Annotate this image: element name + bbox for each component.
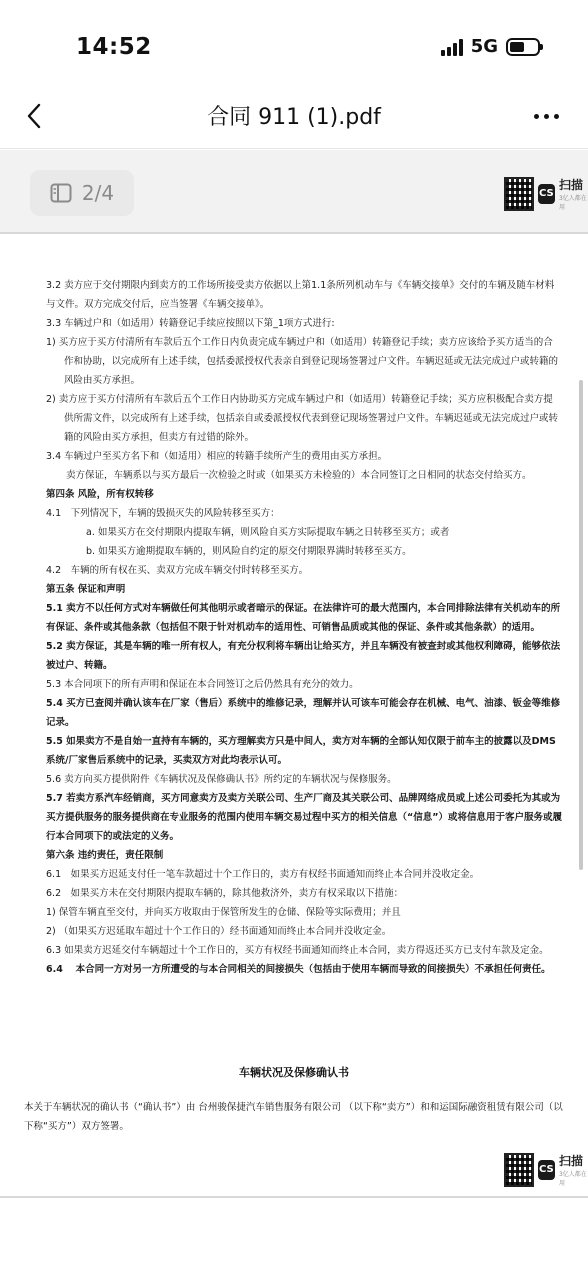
- clause-3-4-b: 卖方保证，车辆系以与买方最后一次检验之时或（如果买方未检验的）本合同签订之日相同的状态交付给买方。: [66, 470, 532, 481]
- clause-6-2: 6.2 如果买方未在交付期限内提取车辆的，除其他救济外，卖方有权采取以下措施：: [46, 888, 404, 899]
- scanner-watermark-top: [504, 176, 588, 211]
- nav-divider: [0, 148, 588, 149]
- clause-4-1: 4.1 下列情况下，车辆的毁损灭失的风险转移至买方：: [46, 508, 280, 519]
- scrollbar[interactable]: [579, 380, 583, 870]
- sidebar-icon: [50, 183, 72, 203]
- page-content: [46, 276, 562, 979]
- page-indicator-text: 2/4: [81, 181, 115, 205]
- watermark-title: 扫描: [558, 178, 583, 192]
- clause-4-1-a: a. 如果买方在交付期限内提取车辆，则风险自买方实际提取车辆之日转移至买方；或者: [86, 527, 450, 538]
- next-page-body: 本关于车辆状况的确认书（“确认书”）由 台州骏保捷汽车销售服务有限公司 （以下称“卖方”）和和运国际融资租赁有限公司（以下称“买方”）双方签署。: [24, 1102, 563, 1132]
- camscanner-logo-icon: CS: [538, 1160, 555, 1180]
- more-dots-icon: [534, 114, 539, 119]
- clause-3-3: 3.3 车辆过户和（如适用）转籍登记手续应按照以下第_1项方式进行:: [46, 318, 335, 329]
- status-time: 14:52: [76, 34, 152, 60]
- watermark-title: 扫描: [558, 1154, 583, 1168]
- qr-code-icon: [504, 1153, 534, 1187]
- clause-6-3: 6.3 如果卖方迟延交付车辆超过十个工作日的，买方有权经书面通知而终止本合同，卖方得返还买方已支付车款及定金。: [46, 945, 549, 956]
- signal-icon: [441, 38, 463, 56]
- clause-5-7: 5.7 若卖方系汽车经销商，买方同意卖方及卖方关联公司、生产厂商及其关联公司、品牌网络成员或上述公司委托为其或为买方提供服务的服务提供商在专业服务的范围内使用车辆交易过程中买方的相关信息（“信息”）或将信息用于客户服务或履行本合同项下的或法定的义务。: [46, 793, 562, 842]
- clause-6-2-1: 1) 保管车辆直至交付，并向买方收取由于保管所发生的仓储、保险等实际费用；并且: [46, 907, 401, 918]
- clause-3-2: 3.2 卖方应于交付期限内到卖方的工作场所接受卖方依据以上第1.1条所列机动车与《车辆交接单》交付的车辆及随车材料与文件。双方完成交付后，应当签署《车辆交接单》。: [46, 280, 555, 310]
- network-type: 5G: [470, 36, 498, 57]
- clause-3-3-2: 2) 卖方应于买方付清所有车款后五个工作日内协助买方完成车辆过户和（如适用）转籍登记手续；买方应积极配合卖方提供所需文件，以完成所有上述手续，包括亲自或委派授权代表到登记现场签署过户文件。车辆迟延或无法完成过户或转籍的风险由买方承担，但卖方有过错的除外。: [46, 394, 559, 443]
- clause-5-2: 5.2 卖方保证，其是车辆的唯一所有权人，有充分权利将车辆出让给买方，并且车辆没有被查封或其他权利障碍，能够依法被过户、转籍。: [46, 641, 561, 671]
- clause-6-2-2: 2) （如果买方迟延取车超过十个工作日的）经书面通知而终止本合同并没收定金。: [46, 926, 392, 937]
- qr-code-icon: [504, 177, 534, 211]
- document-title: 合同 911 (1).pdf: [207, 105, 381, 130]
- clause-5-5: 5.5 如果卖方不是自始一直持有车辆的，买方理解卖方只是中间人，卖方对车辆的全部认知仅限于前车主的披露以及DMS系统/厂家售后系统中的记录，买卖双方对此均表示认可。: [46, 736, 556, 766]
- clause-4-2: 4.2 车辆的所有权在买、卖双方完成车辆交付时转移至买方。: [46, 565, 309, 576]
- clause-3-4: 3.4 车辆过户至买方名下和（如适用）相应的转籍手续所产生的费用由买方承担。: [46, 451, 388, 462]
- scanner-watermark-bottom: [504, 1152, 588, 1187]
- watermark-sub: 3亿人都在用: [558, 195, 587, 211]
- next-page-title: 车辆状况及保修确认书: [239, 1066, 349, 1079]
- article-6-title: 第六条 违约责任，责任限制: [46, 850, 164, 861]
- more-button[interactable]: [526, 98, 566, 134]
- pdf-page-next: [0, 1196, 588, 1280]
- clause-3-3-1: 1) 买方应于买方付清所有车款后五个工作日内负责完成车辆过户和（如适用）转籍登记手续；卖方应该给予买方适当的合作和协助，以完成所有上述手续，包括委派授权代表亲自到登记现场签署过户文件。车辆迟延或无法完成过户或转籍的风险由买方承担。: [46, 337, 559, 386]
- status-indicators: [441, 36, 540, 57]
- battery-icon: [506, 38, 540, 56]
- clause-6-4: 6.4 本合同一方对另一方所遭受的与本合同相关的间接损失（包括由于使用车辆而导致的间接损失）不承担任何责任。: [46, 964, 551, 975]
- nav-bar: [0, 92, 588, 142]
- clause-5-1: 5.1 卖方不以任何方式对车辆做任何其他明示或者暗示的保证。在法律许可的最大范围内，本合同排除法律有关机动车的所有保证、条件或其他条款（包括但不限于针对机动车的适用性、可销售品质或其他的保证、条件或其他条款）的适用。: [46, 603, 561, 633]
- clause-4-1-b: b. 如果买方逾期提取车辆的，则风险自约定的原交付期限界满时转移至买方。: [86, 546, 412, 557]
- clause-5-4: 5.4 买方已查阅并确认该车在厂家（售后）系统中的维修记录，理解并认可该车可能会存在机械、电气、油漆、钣金等维修记录。: [46, 698, 561, 728]
- article-5-title: 第五条 保证和声明: [46, 584, 126, 595]
- status-bar: [0, 0, 588, 92]
- page-indicator[interactable]: [30, 170, 134, 216]
- clause-5-6: 5.6 卖方向买方提供附件《车辆状况及保修确认书》所约定的车辆状况与保修服务。: [46, 774, 397, 785]
- article-4-title: 第四条 风险，所有权转移: [46, 489, 154, 500]
- clause-5-3: 5.3 本合同项下的所有声明和保证在本合同签订之后仍然具有充分的效力。: [46, 679, 359, 690]
- camscanner-logo-icon: CS: [538, 184, 555, 204]
- clause-6-1: 6.1 如果买方迟延支付任一笔车款超过十个工作日的，卖方有权经书面通知而终止本合同并没收定金。: [46, 869, 480, 880]
- watermark-sub: 3亿人都在用: [558, 1171, 587, 1187]
